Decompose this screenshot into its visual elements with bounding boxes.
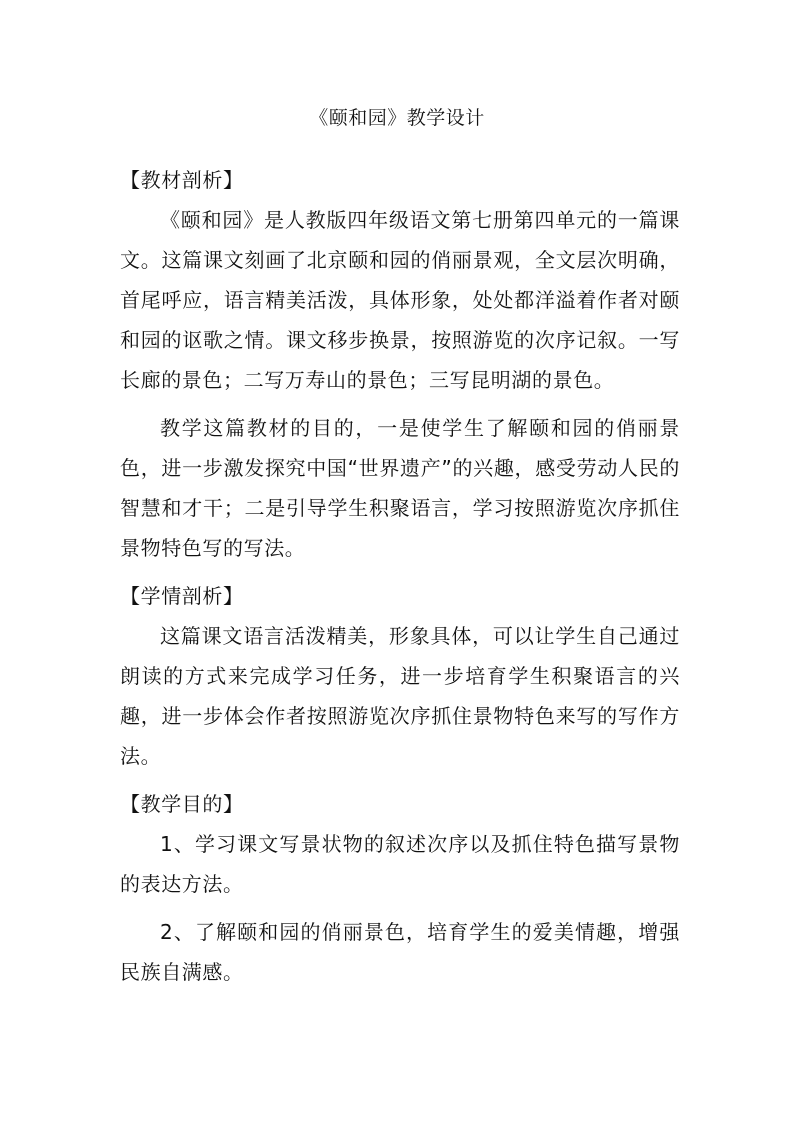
paragraph: 这篇课文语言活泼精美，形象具体，可以让学生自己通过朗读的方式来完成学习任务，进一步培育学生积聚语言的兴趣，进一步体会作者按照游览次序抓住景物特色来写的写作方法。 xyxy=(120,624,680,768)
section-heading: 【教学目的】 xyxy=(120,792,244,816)
paragraph: 《颐和园》是人教版四年级语文第七册第四单元的一篇课文。这篇课文刻画了北京颐和园的俏丽景观，全文层次明确，首尾呼应，语言精美活泼，具体形象，处处都洋溢着作者对颐和园的讴歌之情。课文移步换景，按照游览的次序记叙。一写长廊的景色；二写万寿山的景色；三写昆明湖的景色。 xyxy=(120,208,680,392)
section-textbook-analysis xyxy=(120,160,680,568)
section-heading: 【教材剖析】 xyxy=(120,168,244,192)
section-student-analysis xyxy=(120,576,680,776)
document-body xyxy=(120,160,680,996)
section-teaching-objectives xyxy=(120,784,680,992)
objective-item: 2、了解颐和园的俏丽景色，培育学生的爱美情趣，增强民族自满感。 xyxy=(120,920,680,984)
document-title: 《颐和园》教学设计 xyxy=(309,107,485,129)
paragraph: 教学这篇教材的目的，一是使学生了解颐和园的俏丽景色，进一步激发探究中国“世界遗产”的兴趣，感受劳动人民的智慧和才干；二是引导学生积聚语言，学习按照游览次序抓住景物特色写的写法。 xyxy=(120,416,680,560)
section-heading: 【学情剖析】 xyxy=(120,584,244,608)
objective-item: 1、学习课文写景状物的叙述次序以及抓住特色描写景物的表达方法。 xyxy=(120,832,680,896)
